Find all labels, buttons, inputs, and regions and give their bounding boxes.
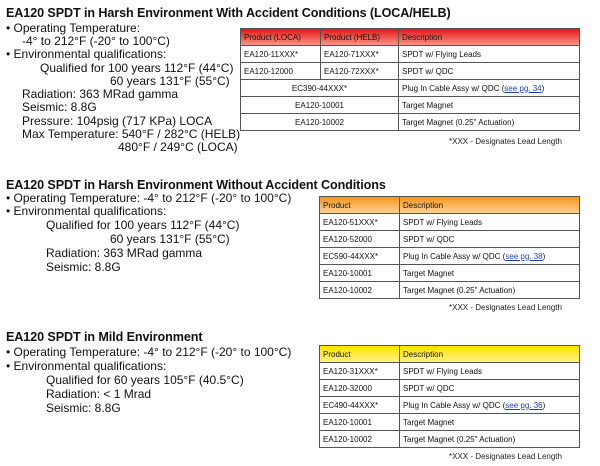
spec-line: -4° to 212°F (-20° to 100°C)	[22, 34, 170, 48]
section-mild-environment	[0, 330, 600, 466]
product-number: EA120-10001	[320, 265, 400, 282]
table-row	[320, 380, 580, 397]
product-description: SPDT w/ QDC	[400, 231, 580, 248]
table-row	[320, 214, 580, 231]
table-row	[320, 231, 580, 248]
column-header: Description	[400, 197, 580, 214]
spec-line: 60 years 131°F (55°C)	[110, 74, 230, 88]
product-description: Plug In Cable Assy w/ QDC (see pg. 38)	[400, 248, 580, 265]
column-header: Description	[400, 346, 580, 363]
section-title: EA120 SPDT in Harsh Environment With Accident Conditions (LOCA/HELB)	[6, 6, 451, 20]
product-description: Plug In Cable Assy w/ QDC (see pg. 36)	[400, 397, 580, 414]
spec-line: • Operating Temperature: -4° to 212°F (-20° to 100°C)	[6, 191, 292, 205]
table-row	[320, 414, 580, 431]
product-description: Target Magnet (0.25" Actuation)	[400, 431, 580, 448]
table-row	[241, 63, 580, 80]
product-number: EA120-10002	[320, 282, 400, 299]
table-header-row	[241, 29, 580, 46]
product-number: EA120-72XXX*	[321, 63, 399, 80]
spec-line: Seismic: 8.8G	[46, 260, 121, 274]
spec-line: Qualified for 100 years 112°F (44°C)	[46, 218, 240, 232]
table-row	[320, 431, 580, 448]
table-row	[241, 97, 580, 114]
lead-length-footnote: *XXX - Designates Lead Length	[449, 303, 562, 312]
spec-line: • Environmental qualifications:	[6, 204, 167, 218]
spec-line: • Environmental qualifications:	[6, 47, 167, 61]
product-number: EA120-31XXX*	[320, 363, 400, 380]
table-header-row	[320, 346, 580, 363]
product-table	[319, 345, 580, 448]
column-header: Product (LOCA)	[241, 29, 321, 46]
product-number: EC390-44XXX*	[241, 80, 399, 97]
product-description: SPDT w/ Flying Leads	[400, 363, 580, 380]
product-number: EA120-32000	[320, 380, 400, 397]
product-description: Target Magnet (0.25" Actuation)	[399, 114, 580, 131]
table-row	[320, 265, 580, 282]
table-row	[320, 363, 580, 380]
product-number: EA120-52000	[320, 231, 400, 248]
table-row	[320, 282, 580, 299]
spec-line: 60 years 131°F (55°C)	[110, 232, 230, 246]
product-description: SPDT w/ QDC	[400, 380, 580, 397]
product-number: EA120-71XXX*	[321, 46, 399, 63]
spec-line: Radiation: 363 MRad gamma	[22, 87, 179, 101]
column-header: Description	[399, 29, 580, 46]
spec-line: Qualified for 100 years 112°F (44°C)	[40, 61, 234, 75]
section-title: EA120 SPDT in Harsh Environment Without Accident Conditions	[6, 178, 386, 192]
spec-line: • Environmental qualifications:	[6, 359, 167, 373]
product-number: EA120-10001	[320, 414, 400, 431]
spec-line: • Operating Temperature:	[6, 21, 141, 35]
page-reference-link[interactable]: see pg. 36	[505, 400, 543, 410]
product-description: SPDT w/ Flying Leads	[399, 46, 580, 63]
spec-line: Radiation: < 1 Mrad	[46, 387, 152, 401]
spec-line: Pressure: 104psig (717 KPa) LOCA	[22, 114, 213, 128]
table-row	[241, 114, 580, 131]
product-description: Target Magnet (0.25" Actuation)	[400, 282, 580, 299]
spec-line: Radiation: 363 MRad gamma	[46, 246, 203, 260]
product-number: EA120-12000	[241, 63, 321, 80]
spec-line: Qualified for 60 years 105°F (40.5°C)	[46, 373, 244, 387]
description-text: Plug In Cable Assy w/ QDC (	[403, 251, 506, 261]
product-number: EA120-10002	[320, 431, 400, 448]
product-description: Target Magnet	[399, 97, 580, 114]
column-header: Product	[320, 197, 400, 214]
description-text: Plug In Cable Assy w/ QDC (	[402, 83, 505, 93]
product-number: EA120-10001	[241, 97, 399, 114]
product-description: SPDT w/ QDC	[399, 63, 580, 80]
product-number: EC590-44XXX*	[320, 248, 400, 265]
product-description: Target Magnet	[400, 265, 580, 282]
column-header: Product	[320, 346, 400, 363]
product-number: EA120-10002	[241, 114, 399, 131]
product-number: EA120-11XXX*	[241, 46, 321, 63]
spec-line: • Operating Temperature: -4° to 212°F (-20° to 100°C)	[6, 345, 292, 359]
product-number: EA120-51XXX*	[320, 214, 400, 231]
page-reference-link[interactable]: see pg. 38	[505, 251, 543, 261]
product-description: Target Magnet	[400, 414, 580, 431]
lead-length-footnote: *XXX - Designates Lead Length	[449, 452, 562, 461]
spec-line: Seismic: 8.8G	[46, 401, 121, 415]
page-reference-link[interactable]: see pg. 34	[504, 83, 542, 93]
section-without-accident	[0, 178, 600, 320]
section-loca-helb	[0, 6, 600, 170]
column-header: Product (HELB)	[321, 29, 399, 46]
product-description: Plug In Cable Assy w/ QDC (see pg. 34)	[399, 80, 580, 97]
description-text: Plug In Cable Assy w/ QDC (	[403, 400, 506, 410]
section-title: EA120 SPDT in Mild Environment	[6, 330, 203, 344]
product-description: SPDT w/ Flying Leads	[400, 214, 580, 231]
table-row	[241, 46, 580, 63]
product-table	[319, 196, 580, 299]
spec-line: Max Temperature: 540°F / 282°C (HELB)	[22, 127, 241, 141]
table-row	[320, 397, 580, 414]
table-row	[241, 80, 580, 97]
spec-line: 480°F / 249°C (LOCA)	[118, 140, 238, 154]
table-header-row	[320, 197, 580, 214]
product-table	[240, 28, 580, 131]
product-number: EC490-44XXX*	[320, 397, 400, 414]
lead-length-footnote: *XXX - Designates Lead Length	[449, 137, 562, 146]
table-row	[320, 248, 580, 265]
spec-line: Seismic: 8.8G	[22, 100, 97, 114]
